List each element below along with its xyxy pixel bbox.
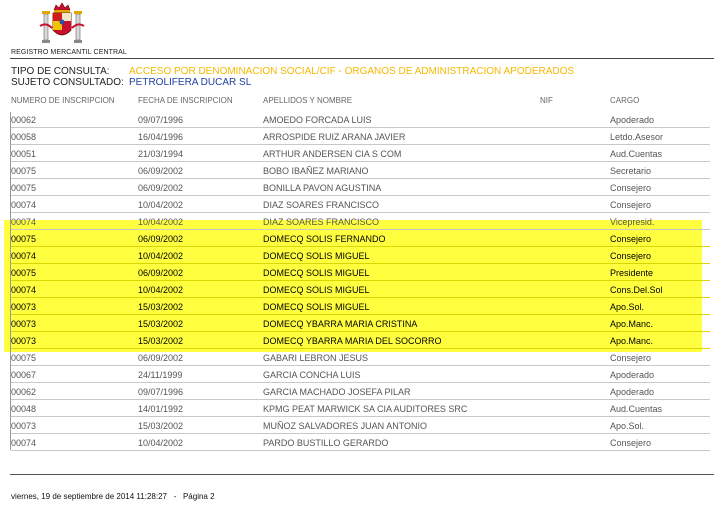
table-row [0,265,720,282]
query-subject-value: PETROLIFERA DUCAR SL [129,77,252,88]
cell-date: 15/03/2002 [138,336,184,346]
cell-name: DOMECQ SOLIS MIGUEL [263,285,370,295]
column-header-num: NUMERO DE INSCRIPCION [11,96,115,105]
table-row [0,180,720,197]
cell-date: 06/09/2002 [138,166,184,176]
cell-num: 00075 [11,353,37,363]
table-body [0,112,720,452]
page-footer: viernes, 19 de septiembre de 2014 11:28:27 - Página 2 [11,492,215,501]
cell-num: 00074 [11,285,37,295]
cell-name: DOMECQ SOLIS MIGUEL [263,302,370,312]
cell-cargo: Apo.Manc. [610,336,654,346]
cell-cargo: Apo.Sol. [610,421,645,431]
table-row [0,384,720,401]
cell-name: DOMECQ SOLIS MIGUEL [263,268,370,278]
query-subject-label: SUJETO CONSULTADO: [11,77,124,88]
table-row [0,197,720,214]
cell-date: 24/11/1999 [138,370,183,380]
cell-num: 00073 [11,319,37,329]
cell-num: 00074 [11,217,37,227]
footer-divider [10,474,714,475]
table-row [0,401,720,418]
cell-name: BOBO IBAÑEZ MARIANO [263,166,369,176]
table-row [0,350,720,367]
cell-cargo: Consejero [610,353,652,363]
cell-name: GABARI LEBRON JESUS [263,353,369,363]
cell-date: 16/04/1996 [138,132,184,142]
table-header [0,96,720,108]
cell-cargo: Consejero [610,234,652,244]
cell-name: DOMECQ SOLIS FERNANDO [263,234,386,244]
cell-date: 10/04/2002 [138,217,184,227]
table-row [0,435,720,452]
cell-cargo: Presidente [610,268,654,278]
table-row [0,248,720,265]
column-header-nif: NIF [540,96,553,105]
cell-num: 00073 [11,336,37,346]
cell-name: BONILLA PAVON AGUSTINA [263,183,382,193]
cell-cargo: Apoderado [610,370,655,380]
cell-name: DOMECQ YBARRA MARIA DEL SOCORRO [263,336,442,346]
header-divider [10,58,714,59]
cell-num: 00073 [11,302,37,312]
cell-num: 00074 [11,251,37,261]
cell-cargo: Consejero [610,183,652,193]
cell-num: 00067 [11,370,37,380]
cell-num: 00074 [11,200,37,210]
table-row [0,231,720,248]
cell-date: 06/09/2002 [138,353,184,363]
cell-date: 10/04/2002 [138,285,184,295]
cell-cargo: Letdo.Asesor [610,132,664,142]
cell-date: 10/04/2002 [138,251,184,261]
column-header-name: APELLIDOS Y NOMBRE [263,96,353,105]
cell-date: 09/07/1996 [138,115,184,125]
table-row [0,316,720,333]
cell-name: MUÑOZ SALVADORES JUAN ANTONIO [263,421,428,431]
cell-name: ARROSPIDE RUIZ ARANA JAVIER [263,132,406,142]
cell-date: 15/03/2002 [138,421,184,431]
table-row [0,418,720,435]
cell-name: DIAZ SOARES FRANCISCO [263,200,380,210]
cell-num: 00062 [11,387,37,397]
column-header-cargo: CARGO [610,96,640,105]
cell-date: 10/04/2002 [138,200,184,210]
cell-name: GARCIA MACHADO JOSEFA PILAR [263,387,411,397]
cell-num: 00051 [11,149,37,159]
cell-date: 21/03/1994 [138,149,184,159]
cell-cargo: Aud.Cuentas [610,149,663,159]
cell-num: 00058 [11,132,37,142]
table-row [0,129,720,146]
coat-of-arms-icon [38,2,86,48]
cell-name: DOMECQ SOLIS MIGUEL [263,251,370,261]
table-row [0,146,720,163]
cell-num: 00048 [11,404,37,414]
cell-cargo: Cons.Del.Sol [610,285,663,295]
cell-cargo: Apo.Manc. [610,319,654,329]
cell-date: 09/07/1996 [138,387,184,397]
table-row [0,367,720,384]
cell-cargo: Aud.Cuentas [610,404,663,414]
query-type-row [11,66,574,77]
cell-num: 00075 [11,166,37,176]
cell-cargo: Apoderado [610,115,655,125]
table-row [0,282,720,299]
cell-cargo: Consejero [610,251,652,261]
query-info [11,66,574,88]
cell-name: GARCIA CONCHA LUIS [263,370,361,380]
query-type-value: ACCESO POR DENOMINACION SOCIAL/CIF - ORGANOS DE ADMINISTRACION APODERADOS [129,66,575,77]
cell-name: KPMG PEAT MARWICK SA CIA AUDITORES SRC [263,404,468,414]
cell-cargo: Apoderado [610,387,655,397]
cell-cargo: Secretario [610,166,652,176]
cell-date: 10/04/2002 [138,438,184,448]
cell-date: 14/01/1992 [138,404,184,414]
registry-title: REGISTRO MERCANTIL CENTRAL [11,49,127,56]
cell-cargo: Vicepresid. [610,217,655,227]
cell-num: 00074 [11,438,37,448]
cell-num: 00075 [11,234,37,244]
table-row [0,333,720,350]
cell-name: PARDO BUSTILLO GERARDO [263,438,389,448]
cell-num: 00062 [11,115,37,125]
cell-name: AMOEDO FORCADA LUIS [263,115,372,125]
cell-date: 06/09/2002 [138,268,184,278]
cell-date: 15/03/2002 [138,302,184,312]
column-header-date: FECHA DE INSCRIPCION [138,96,233,105]
cell-date: 06/09/2002 [138,183,184,193]
cell-num: 00075 [11,268,37,278]
cell-date: 15/03/2002 [138,319,184,329]
cell-cargo: Consejero [610,200,652,210]
cell-date: 06/09/2002 [138,234,184,244]
table-row [0,214,720,231]
cell-name: DIAZ SOARES FRANCISCO [263,217,380,227]
cell-num: 00075 [11,183,37,193]
cell-name: ARTHUR ANDERSEN CIA S COM [263,149,402,159]
cell-cargo: Consejero [610,438,652,448]
cell-name: DOMECQ YBARRA MARIA CRISTINA [263,319,418,329]
query-subject-row [11,77,574,88]
cell-cargo: Apo.Sol. [610,302,645,312]
table-row [0,163,720,180]
table-row [0,299,720,316]
cell-num: 00073 [11,421,37,431]
table-row [0,112,720,129]
query-type-label: TIPO DE CONSULTA: [11,66,110,77]
